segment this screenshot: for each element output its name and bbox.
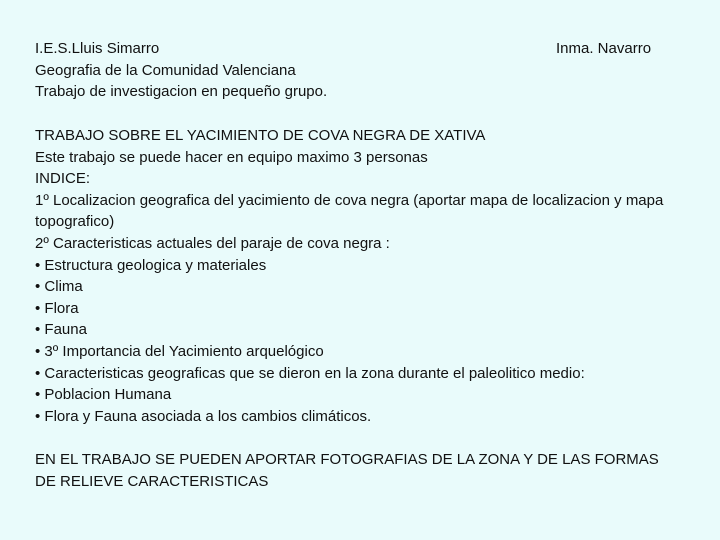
index-item-current-features: 2º Caracteristicas actuales del paraje de cova negra : [35, 234, 390, 252]
photos-note: EN EL TRABAJO SE PUEDEN APORTAR FOTOGRAFIAS DE LA ZONA Y DE LAS FORMAS DE RELIEVE CARACTERISTICAS [35, 451, 659, 490]
list-item-geology: • Estructura geologica y materiales [35, 256, 267, 274]
list-item-paleolithic-features: • Caracteristicas geograficas que se dieron en la zona durante el paleolitico medio: [35, 364, 585, 382]
assignment-title: TRABAJO SOBRE EL YACIMIENTO DE COVA NEGRA DE XATIVA [35, 127, 486, 144]
list-item-human-population: • Poblacion Humana [35, 386, 172, 404]
subject-name: Geografia de la Comunidad Valenciana [35, 61, 296, 79]
index-heading: INDICE: [35, 170, 91, 188]
header-info [35, 38, 515, 103]
author-name: Inma. Navarro [556, 40, 652, 57]
assignment-body [35, 125, 683, 427]
assignment-description: Trabajo de investigacion en pequeño grupo. [35, 83, 328, 100]
list-item-climate: • Clima [35, 278, 83, 296]
list-item-site-importance: • 3º Importancia del Yacimiento arquelógico [35, 342, 324, 360]
list-item-flora-fauna-climate: • Flora y Fauna asociada a los cambios climáticos. [35, 407, 372, 425]
school-name: I.E.S.Lluis Simarro [35, 40, 160, 57]
list-item-flora: • Flora [35, 299, 79, 317]
list-item-fauna: • Fauna [35, 321, 87, 339]
team-note: Este trabajo se puede hacer en equipo maximo 3 personas [35, 148, 428, 166]
index-item-location: 1º Localizacion geografica del yacimiento de cova negra (aportar mapa de localizacion y mapa topografico) [35, 191, 664, 231]
